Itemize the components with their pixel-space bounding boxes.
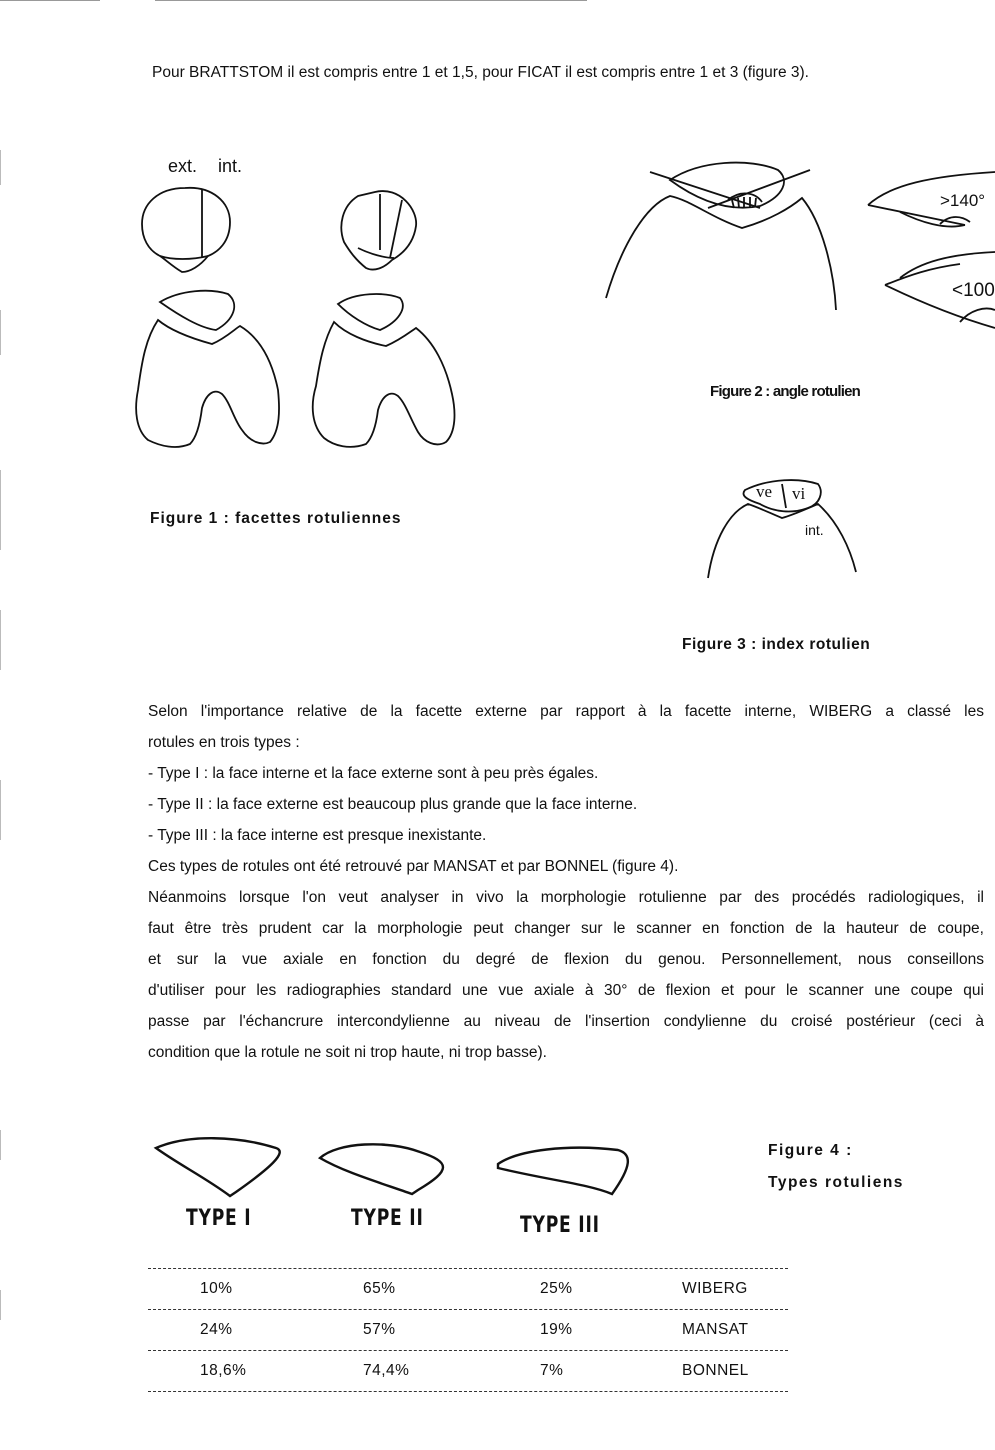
table-rule: [148, 1391, 788, 1392]
figure4-caption-line2: Types rotuliens: [768, 1174, 904, 1191]
table-cell: 57%: [363, 1321, 396, 1338]
figure3-label-vi: vi: [792, 484, 806, 503]
figure1-knee-left: [136, 291, 279, 447]
table-cell: 19%: [540, 1321, 573, 1338]
top-edge-line: [155, 0, 587, 1]
figure4-shape-type1: [156, 1138, 280, 1196]
intro-sentence: Pour BRATTSTOM il est compris entre 1 et 1,5, pour FICAT il est compris entre 1 et 3 (figure 3).: [152, 64, 809, 81]
list-item-type3: - Type III : la face interne est presque inexistante.: [148, 827, 487, 844]
figure1-drawing: [130, 180, 480, 460]
table-row: [148, 1310, 788, 1350]
table-cell: MANSAT: [682, 1321, 749, 1338]
paragraph-line: et sur la vue axiale en fonction du degré de flexion du genou. Personnellement, nous conseillons: [148, 951, 984, 968]
figure1-label-ext: ext.: [168, 156, 198, 176]
paragraph-line: passe par l'échancrure intercondylienne au niveau de l'insertion condylienne du croisé postérieur (ceci à: [148, 1013, 984, 1030]
figure3-label-ve: ve: [756, 482, 773, 501]
paragraph-wiberg-cont: rotules en trois types :: [148, 734, 300, 751]
paragraph-line: Néanmoins lorsque l'on veut analyser in vivo la morphologie rotulienne par des procédés radiologiques, il: [148, 889, 984, 906]
table-row: [148, 1269, 788, 1309]
margin-mark: [0, 1290, 1, 1320]
figure1-knee-right: [313, 294, 455, 447]
figure4-drawing: [148, 1128, 638, 1208]
margin-mark: [0, 470, 1, 550]
paragraph-wiberg: Selon l'importance relative de la facette externe par rapport à la facette interne, WIBERG a classé les: [148, 703, 984, 720]
figure1-label-int: int.: [218, 156, 243, 176]
figure4-shape-type3: [498, 1148, 628, 1194]
table-cell: BONNEL: [682, 1362, 749, 1379]
list-item-type2: - Type II : la face externe est beaucoup plus grande que la face interne.: [148, 796, 638, 813]
table-cell: 18,6%: [200, 1362, 247, 1379]
margin-mark: [0, 310, 1, 355]
body-text: [148, 696, 984, 1068]
paragraph-line: faut être très prudent car la morphologie peut changer sur le scanner en fonction de la hauteur de coupe,: [148, 920, 984, 937]
table-cell: 65%: [363, 1280, 396, 1297]
paragraph-line: d'utiliser pour les radiographies standard une vue axiale à 30° de flexion et pour le scanner une coupe qui: [148, 982, 984, 999]
table-cell: 74,4%: [363, 1362, 410, 1379]
top-edge-line: [0, 0, 100, 1]
figure2-drawing: [600, 150, 995, 330]
table-cell: 25%: [540, 1280, 573, 1297]
figure2-label-lt: <100: [952, 280, 995, 301]
figure1-patella-left: [142, 188, 230, 272]
margin-mark: [0, 610, 1, 670]
figure3-drawing: [700, 478, 870, 588]
figure3-caption: Figure 3 : index rotulien: [682, 636, 871, 653]
figure4-caption-line1: Figure 4 :: [768, 1142, 853, 1159]
margin-mark: [0, 1130, 1, 1160]
margin-mark: [0, 780, 1, 840]
figure2-main: [606, 163, 836, 310]
table-cell: 10%: [200, 1280, 233, 1297]
figure2-label-gt: >140°: [940, 191, 986, 210]
figure2-caption: Figure 2 : angle rotulien: [710, 383, 861, 400]
table-row: [148, 1351, 788, 1391]
figure3-label-int: int.: [805, 522, 824, 538]
paragraph-mansat-bonnel: Ces types de rotules ont été retrouvé par MANSAT et par BONNEL (figure 4).: [148, 858, 679, 875]
table-cell: 24%: [200, 1321, 233, 1338]
list-item-type1: - Type I : la face interne et la face externe sont à peu près égales.: [148, 765, 599, 782]
figure1-caption: Figure 1 : facettes rotuliennes: [150, 510, 402, 527]
table-cell: WIBERG: [682, 1280, 748, 1297]
paragraph-line: condition que la rotule ne soit ni trop haute, ni trop basse).: [148, 1044, 547, 1061]
figure4-type3-label: TYPE III: [520, 1213, 600, 1238]
table-cell: 7%: [540, 1362, 564, 1379]
types-table: [148, 1268, 788, 1392]
margin-mark: [0, 150, 1, 185]
figure4-type2-label: TYPE II: [351, 1206, 424, 1231]
figure4-shape-type2: [320, 1144, 443, 1194]
figure4-type1-label: TYPE I: [186, 1206, 252, 1231]
figure1-patella-right: [341, 191, 416, 270]
